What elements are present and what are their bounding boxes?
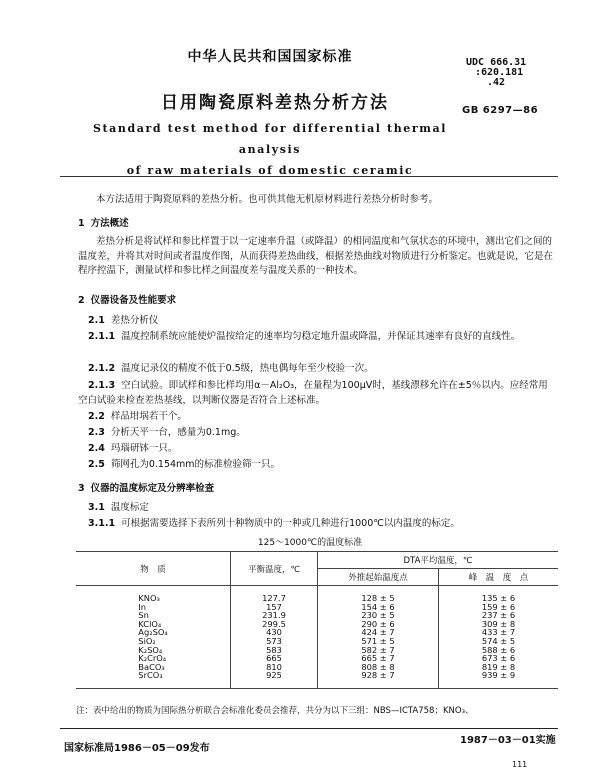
clause-2-1-1 <box>78 329 556 344</box>
clause-3-1-1 <box>88 516 554 531</box>
column-peak <box>439 586 559 689</box>
table-cell-equilibrium: 430 <box>266 627 282 638</box>
issue-date: 国家标准局1986－05－09发布 <box>64 743 210 754</box>
clause-2-1-2 <box>88 361 554 376</box>
table-cell-substance: BaCO₃ <box>138 661 165 672</box>
section-number: 2 <box>78 295 85 306</box>
table-cell-substance: K₂SO₄ <box>138 644 163 655</box>
clause-number: 2.4 <box>88 443 105 454</box>
section-3-heading <box>78 480 214 494</box>
table-cell-peak: 588 ± 6 <box>481 644 516 655</box>
table-cell-equilibrium: 925 <box>266 670 282 681</box>
table-cell-onset: 290 ± 6 <box>361 618 395 629</box>
clause-text: 空白试验。即试样和参比样均用α－Al₂O₃，在量程为100μV时，基线漂移允许在±5％以内。应经常用空白试验来检查差热基线，以判断仪器是否符合上述标准。 <box>78 380 548 406</box>
page-number: 111 <box>512 760 528 769</box>
table-cell-equilibrium: 810 <box>266 661 282 672</box>
column-equilibrium <box>231 586 318 689</box>
clause-text: 可根据需要选择下表所列十种物质中的一种或几种进行1000℃以内温度的标定。 <box>121 518 460 529</box>
clause-text: 筛网孔为0.154mm的标准检验筛一只。 <box>110 459 281 470</box>
clause-2-3 <box>88 425 554 440</box>
header-substance: 物 质 <box>76 552 231 586</box>
table-cell-peak: 574 ± 5 <box>481 636 516 646</box>
clause-text: 玛瑙研钵一只。 <box>110 443 178 454</box>
table-cell-onset: 128 ± 5 <box>361 593 395 604</box>
header-dta: DTA平均温度，℃ <box>318 552 559 569</box>
table-cell-onset: 154 ± 6 <box>361 601 395 612</box>
table-cell-peak: 819 ± 8 <box>481 661 516 672</box>
clause-text: 温度记录仪的精度不低于0.5级，热电偶每年至少校验一次。 <box>121 363 374 374</box>
section-2-heading <box>78 292 176 306</box>
header-peak: 峰 温 度 点 <box>439 569 559 586</box>
issuing-agency: 中华人民共和国国家标准 <box>187 49 353 65</box>
section-number: 1 <box>78 218 85 229</box>
table-cell-equilibrium: 127.7 <box>262 593 286 604</box>
clause-3-1 <box>88 500 554 515</box>
table-note: 注：表中给出的物质为国际热分析联合会标准化委员会推荐，共分为以下三组：NBS—ICTA758；KNO₃、 <box>76 706 474 716</box>
table-caption: 125～1000℃的温度标准 <box>257 538 363 548</box>
peak-list <box>439 594 558 680</box>
clause-text: 分析天平一台，感量为0.1mg。 <box>110 427 246 438</box>
clause-number: 2.5 <box>88 459 105 470</box>
udc-line: :620.181 <box>475 67 524 78</box>
column-substance <box>76 586 231 689</box>
clause-text: 温度标定 <box>110 502 149 513</box>
clause-text: 温度控制系统应能使炉温按给定的速率均匀稳定地升温或降温，并保证其速率有良好的直线性。 <box>121 331 521 342</box>
table-cell-peak: 433 ± 7 <box>481 627 516 638</box>
table-cell-substance: K₂CrO₄ <box>138 653 167 664</box>
clause-2-4 <box>88 441 554 456</box>
table-cell-peak: 309 ± 8 <box>481 618 516 629</box>
table-cell-substance: KNO₃ <box>138 593 160 604</box>
table-cell-peak: 159 ± 6 <box>481 601 516 612</box>
section-1-body: 差热分析是将试样和参比样置于以一定速率升温（或降温）的相同温度和气氛状态的环境中，测出它们之间的温度差，并将其对时间或者温度作图，从而获得差热曲线，根据差热曲线对物质进行分析鉴定。也就是说，它是在程序控温下，测量试样和参比样之间温度差与温度关系的一种技术。 <box>78 236 554 276</box>
table-cell-equilibrium: 665 <box>266 653 282 664</box>
clause-text: 差热分析仪 <box>110 315 159 326</box>
clause-2-1-3 <box>78 378 556 408</box>
header-equilibrium: 平衡温度，℃ <box>231 552 318 586</box>
table-cell-equilibrium: 299.5 <box>262 618 286 629</box>
onset-list <box>318 594 438 680</box>
table-cell-equilibrium: 157 <box>266 601 282 612</box>
table-cell-equilibrium: 231.9 <box>262 610 286 621</box>
header-rule <box>60 176 558 177</box>
table-cell-onset: 571 ± 5 <box>361 636 395 646</box>
clause-number: 2.1.2 <box>88 363 116 374</box>
clause-number: 2.3 <box>88 427 105 438</box>
table-cell-substance: In <box>138 601 147 612</box>
calibration-table <box>76 551 558 689</box>
section-title: 方法概述 <box>90 218 129 229</box>
udc-line: .42 <box>487 77 506 88</box>
clause-2-2 <box>88 409 554 424</box>
table-cell-onset: 582 ± 7 <box>361 644 395 655</box>
table-cell-substance: KClO₄ <box>138 618 162 629</box>
table-cell-substance: Ag₂SO₄ <box>138 627 168 638</box>
header-onset: 外推起始温度点 <box>318 569 439 586</box>
table-cell-onset: 808 ± 8 <box>361 661 395 672</box>
table-cell-equilibrium: 573 <box>266 636 282 646</box>
document-title: 日用陶瓷原料差热分析方法 <box>161 93 389 113</box>
table-cell-peak: 673 ± 6 <box>481 653 516 664</box>
table-cell-peak: 237 ± 6 <box>481 610 516 621</box>
gb-code: GB 6297—86 <box>462 105 539 116</box>
clause-number: 2.2 <box>88 411 105 422</box>
clause-number: 3.1.1 <box>88 518 116 529</box>
clause-text: 样品坩埚若干个。 <box>110 411 187 422</box>
footer-rule <box>60 728 558 729</box>
equilibrium-list <box>231 594 317 680</box>
table-cell-equilibrium: 583 <box>266 644 282 655</box>
table-cell-substance: Sn <box>138 610 149 621</box>
udc-code <box>466 58 526 88</box>
table-cell-substance: SrCO₃ <box>138 670 163 681</box>
table-cell-peak: 939 ± 9 <box>481 670 516 681</box>
english-title <box>60 118 480 181</box>
table-cell-peak: 135 ± 6 <box>481 593 516 604</box>
intro-paragraph: 本方法适用于陶瓷原料的差热分析。也可供其他无机原材料进行差热分析时参考。 <box>96 194 439 205</box>
table-cell-onset: 424 ± 7 <box>361 627 395 638</box>
table-cell-onset: 230 ± 5 <box>361 610 395 621</box>
table-cell-onset: 928 ± 7 <box>361 670 395 681</box>
english-title-line: of raw materials of domestic ceramic <box>126 164 414 177</box>
clause-number: 3.1 <box>88 502 105 513</box>
table-cell-substance: SiO₂ <box>138 636 156 646</box>
clause-number: 2.1.3 <box>88 380 116 391</box>
clause-number: 2.1.1 <box>88 331 116 342</box>
section-1-heading <box>78 215 129 229</box>
substance-list <box>138 594 167 680</box>
effective-date: 1987－03－01实施 <box>460 735 556 746</box>
clause-2-1 <box>88 313 554 328</box>
english-title-line: Standard test method for differential thermal analysis <box>92 122 448 156</box>
clause-number: 2.1 <box>88 315 105 326</box>
column-onset <box>318 586 439 689</box>
section-number: 3 <box>78 483 85 494</box>
udc-line: UDC 666.31 <box>466 57 527 68</box>
section-title: 仪器设备及性能要求 <box>90 295 177 306</box>
clause-2-5 <box>88 457 554 472</box>
table-cell-onset: 665 ± 7 <box>361 653 395 664</box>
section-title: 仪器的温度标定及分辨率检查 <box>90 483 215 494</box>
